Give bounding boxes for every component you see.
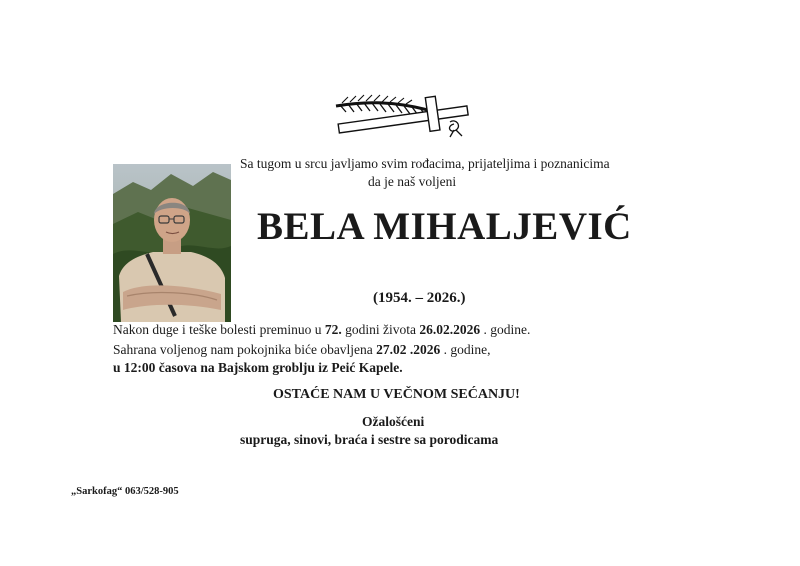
funeral-notice-line	[113, 342, 491, 358]
death-date: 26.02.2026	[419, 322, 481, 337]
death-notice-line	[113, 322, 530, 338]
life-years: (1954. – 2026.)	[373, 290, 466, 306]
portrait-photo	[113, 164, 231, 322]
deceased-name: BELA MIHALJEVIĆ	[257, 205, 632, 248]
grieving-family: supruga, sinovi, braća i sestre sa porodicama	[240, 432, 499, 447]
cross-with-palm-icon	[330, 92, 480, 138]
memorial-motto: OSTAĆE NAM U VEČNOM SEĆANJU!	[273, 387, 520, 402]
funeral-notice-text: Sahrana voljenog nam pokojnika biće obavljena	[113, 342, 377, 357]
funeral-time-place: u 12:00 časova na Bajskom groblju iz Peić Kapele.	[113, 360, 403, 375]
intro-line-2: da je naš voljeni	[368, 174, 457, 189]
death-notice-text: Nakon duge i teške bolesti preminuo u	[113, 322, 325, 337]
intro-line-1: Sa tugom u srcu javljamo svim rođacima, prijateljima i poznanicima	[240, 156, 610, 171]
funeral-date: 27.02 .2026	[376, 342, 441, 357]
age-value: 72.	[324, 322, 342, 337]
funeral-home-contact: „Sarkofag“ 063/528-905	[71, 486, 179, 497]
funeral-notice-text-2: . godine,	[440, 342, 491, 357]
death-notice-text-2: godini života	[341, 322, 420, 337]
death-notice-text-3: . godine.	[480, 322, 531, 337]
grieving-label: Ožalošćeni	[362, 414, 425, 429]
